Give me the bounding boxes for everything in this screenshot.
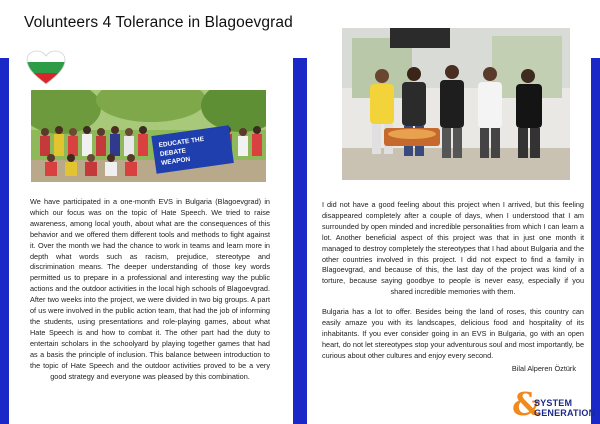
left-accent-bar (0, 58, 9, 424)
volunteers-photo-illustration (342, 28, 570, 180)
group-photo-illustration (31, 90, 266, 182)
right-page (300, 0, 600, 424)
right-accent-bar (591, 58, 600, 424)
logo-line-1: SYSTEM (534, 398, 573, 408)
logo-line-2: GENERATION (534, 408, 596, 418)
group-photo (31, 90, 266, 182)
volunteers-photo (342, 28, 570, 180)
bulgaria-flag-heart-icon (26, 50, 66, 86)
right-accent-bar (293, 58, 300, 424)
article-body-left: We have participated in a one-month EVS in Bulgaria (Blagoevgrad) in which our focus was on the topic of Hate Speech. We tried to raise awareness, among local youth, about what are the consequences of this behavior and we offered them different tools and methods to fight against it. Over the month we had the chance to work in teams and learn more in depth what words such as racism, prejudice, stereotype and discrimination means. The deeper understanding of those key words permitted us to prepare in a professional and interesting way the public actions and the outdoor activities in the local high schools of Blagoevgrad. After two weeks into the project, we were divided in two big groups. A part of us were involved in the public action team, that had the job of informing the students, using presentations and role-playing games, about what Hate Speech is and how to combat it. The other part had the duty to entertain scholars in the schoolyard by playing together games that had as a basis the principle of inclusion. This balance between introduction to the topic of Hate Speech and the outdoor activities proved to be a very good strategy and everyone was pleased by this combination. (30, 197, 270, 381)
banner-text: EDUCATE THE (158, 135, 205, 150)
left-accent-bar (300, 58, 307, 424)
svg-text:WEAPON: WEAPON (160, 155, 191, 167)
svg-text:DEBATE: DEBATE (159, 147, 187, 159)
author-signature: Bilal Alperen Öztürk (511, 364, 576, 373)
logo-wordmark (534, 398, 595, 418)
logo-ampersand: & (512, 385, 541, 423)
page-title: Volunteers 4 Tolerance in Blagoevgrad (24, 14, 293, 31)
article-paragraph-1: I did not have a good feeling about this project when I arrived, but this feeling disappeared completely after a couple of days, when I understood that I am surrounded by open minded and incredible personalities from which I can learn a lot. Another beneficial aspect of this project was that in just one month it managed to destroy completely the stereotypes that I had about Bulgaria and the other countries involved in this project. I did not expect to find a family in Blagoevgrad, and because of this, the last day of the project was kind of a torture, because saying goodbye to people is never easy, especially if you shared incredible memories with them. (322, 200, 584, 297)
system-generation-logo (512, 385, 596, 424)
article-paragraph-2: Bulgaria has a lot to offer. Besides being the land of roses, this country can easily amaze you with its landscapes, delicious food and hospitality of its inhabitants. If you ever consider going in an EVS in Bulgaria, go with an open heart, do not let stereotypes stop your adventurous soul and most importantly, be curious about other cultures and enjoy every second. (322, 307, 584, 360)
